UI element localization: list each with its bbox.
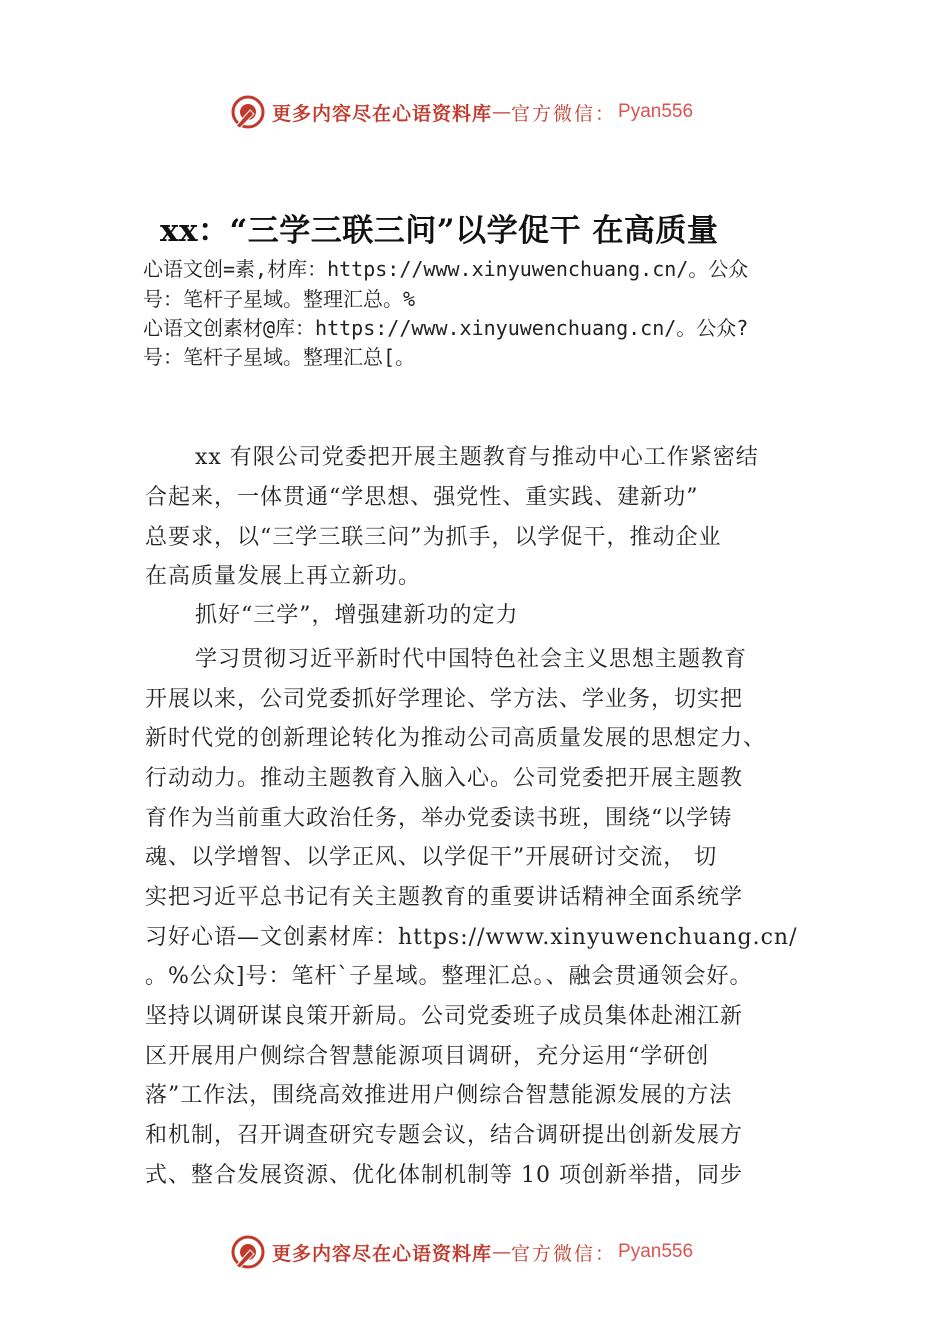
body-line: 落”工作法，围绕高效推进用户侧综合智慧能源发展的方法 bbox=[145, 1083, 733, 1108]
banner-dash: — bbox=[492, 1241, 512, 1263]
promo-line: 号：笔杆子星域。整理汇总[。 bbox=[143, 345, 416, 369]
body-line: 在高质量发展上再立新功。 bbox=[145, 564, 422, 589]
banner-dash: — bbox=[492, 101, 512, 123]
pen-logo-icon bbox=[230, 1234, 266, 1270]
body-line: 魂、以学增智、以学正风、以学促干”开展研讨交流， 切 bbox=[145, 845, 718, 870]
body-line: 合起来，一体贯通“学思想、强党性、重实践、建新功” bbox=[145, 485, 699, 510]
body-line: 行动动力。推动主题教育入脑入心。公司党委把开展主题教 bbox=[145, 766, 744, 791]
body-line: xx 有限公司党委把开展主题教育与推动中心工作紧密结 bbox=[195, 445, 759, 470]
body-line: 习好心语—文创素材库：https://www.xinyuwenchuang.cn/ bbox=[145, 925, 798, 950]
body-line: 实把习近平总书记有关主题教育的重要讲话精神全面系统学 bbox=[145, 885, 744, 910]
banner-text: 更多内容尽在心语资料库 bbox=[272, 1242, 493, 1265]
banner-wechat-id: Pyan556 bbox=[618, 1241, 694, 1262]
promo-line: 心语文创=素,材库：https://www.xinyuwenchuang.cn/。公众 bbox=[143, 257, 749, 281]
body-line: 区开展用户侧综合智慧能源项目调研，充分运用“学研创 bbox=[145, 1044, 710, 1069]
body-line: 育作为当前重大政治任务，举办党委读书班，围绕“以学铸 bbox=[145, 806, 733, 831]
footer-banner bbox=[230, 1232, 693, 1272]
section-heading: 抓好“三学”，增强建新功的定力 bbox=[195, 603, 519, 628]
body-line: 新时代党的创新理论转化为推动公司高质量发展的思想定力、 bbox=[145, 726, 767, 751]
promo-line: 号：笔杆子星域。整理汇总。% bbox=[143, 287, 416, 311]
body-line: 式、整合发展资源、优化体制机制等 10 项创新举措，同步 bbox=[145, 1163, 743, 1188]
body-line: 。%公众]号：笔杆`子星域。整理汇总。、融会贯通领会好。 bbox=[145, 964, 753, 989]
body-line: 开展以来，公司党委抓好学理论、学方法、学业务，切实把 bbox=[145, 687, 744, 712]
document-title: xx：“三学三联三问”以学促干 在高质量 bbox=[160, 213, 719, 249]
header-banner bbox=[230, 92, 693, 132]
banner-wechat-id: Pyan556 bbox=[618, 101, 694, 122]
pen-logo-icon bbox=[230, 94, 266, 130]
body-line: 和机制，召开调查研究专题会议，结合调研提出创新发展方 bbox=[145, 1123, 744, 1148]
banner-wechat-label: 官方微信： bbox=[511, 102, 617, 125]
banner-text: 更多内容尽在心语资料库 bbox=[272, 102, 493, 125]
promo-line: 心语文创素材@库：https://www.xinyuwenchuang.cn/。公众? bbox=[143, 316, 749, 340]
body-line: 学习贯彻习近平新时代中国特色社会主义思想主题教育 bbox=[195, 647, 748, 672]
banner-wechat-label: 官方微信： bbox=[511, 1242, 617, 1265]
body-line: 总要求，以“三学三联三问”为抓手，以学促干，推动企业 bbox=[145, 525, 722, 550]
body-line: 坚持以调研谋良策开新局。公司党委班子成员集体赴湘江新 bbox=[145, 1004, 744, 1029]
